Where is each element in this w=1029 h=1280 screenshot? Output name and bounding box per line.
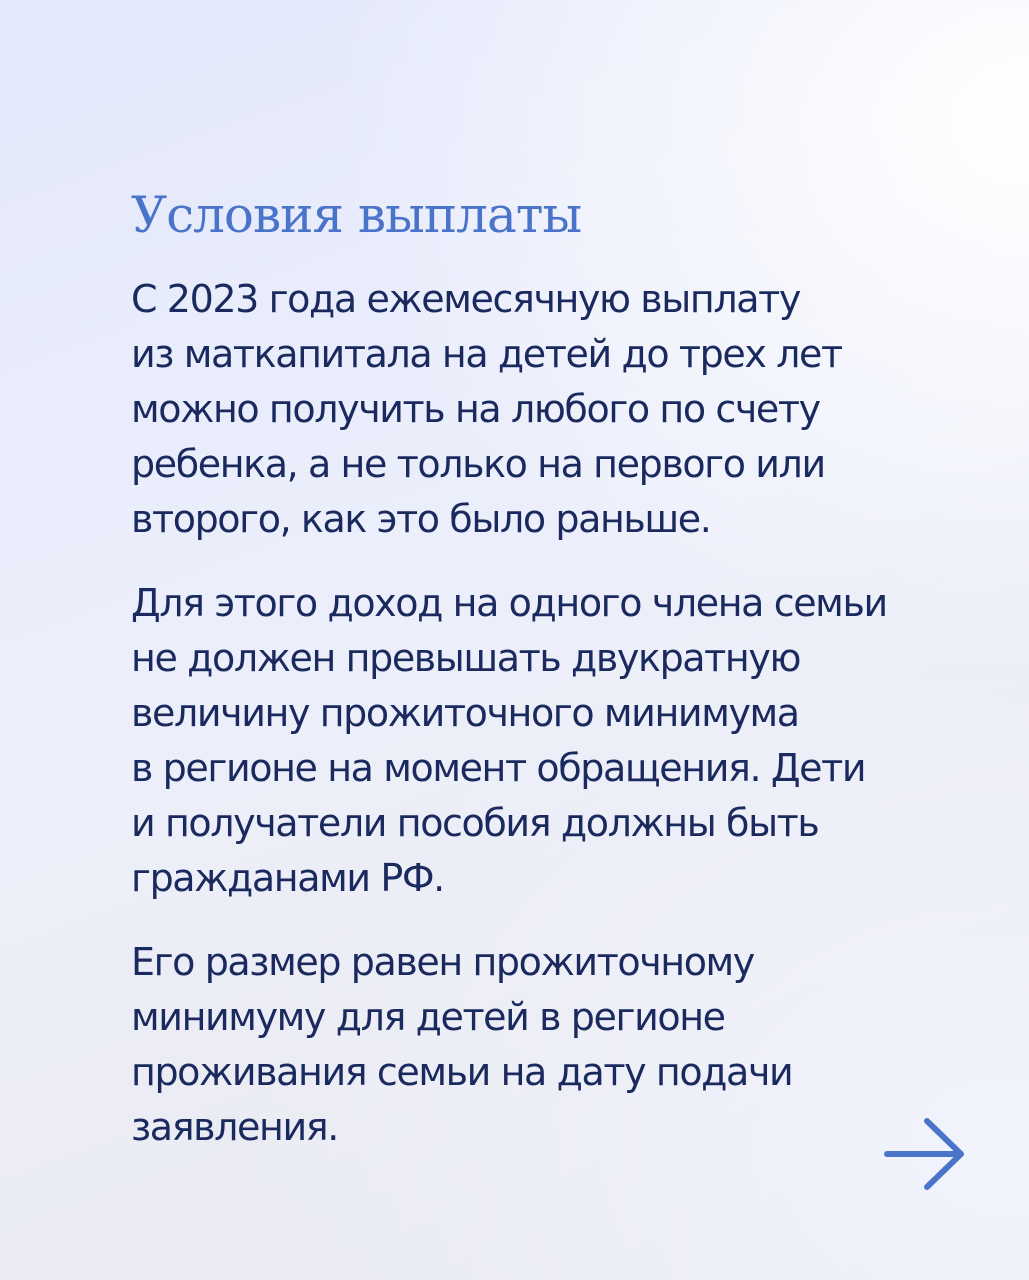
slide-title: Условия выплаты <box>131 186 582 244</box>
arrow-right-icon[interactable] <box>882 1116 968 1192</box>
text-line: не должен превышать двукратную <box>131 636 801 680</box>
text-line: второго, как это было раньше. <box>131 497 711 541</box>
text-line: заявления. <box>131 1105 338 1149</box>
paragraph-2 <box>131 576 991 906</box>
text-line: и получатели пособия должны быть <box>131 801 819 845</box>
arrow-right-icon <box>882 1116 968 1192</box>
text-line: проживания семьи на дату подачи <box>131 1050 793 1094</box>
paragraph-3 <box>131 935 991 1155</box>
paragraph-1 <box>131 272 991 547</box>
text-line: в регионе на момент обращения. Дети <box>131 746 866 790</box>
text-line: Для этого доход на одного члена семьи <box>131 581 887 625</box>
text-line: Его размер равен прожиточному <box>131 940 754 984</box>
text-line: можно получить на любого по счету <box>131 387 820 431</box>
text-line: гражданами РФ. <box>131 856 444 900</box>
text-line: минимуму для детей в регионе <box>131 995 725 1039</box>
body-text <box>131 272 991 1184</box>
text-line: из маткапитала на детей до трех лет <box>131 332 842 376</box>
text-line: величину прожиточного минимума <box>131 691 799 735</box>
text-line: С 2023 года ежемесячную выплату <box>131 277 800 321</box>
text-line: ребенка, а не только на первого или <box>131 442 825 486</box>
